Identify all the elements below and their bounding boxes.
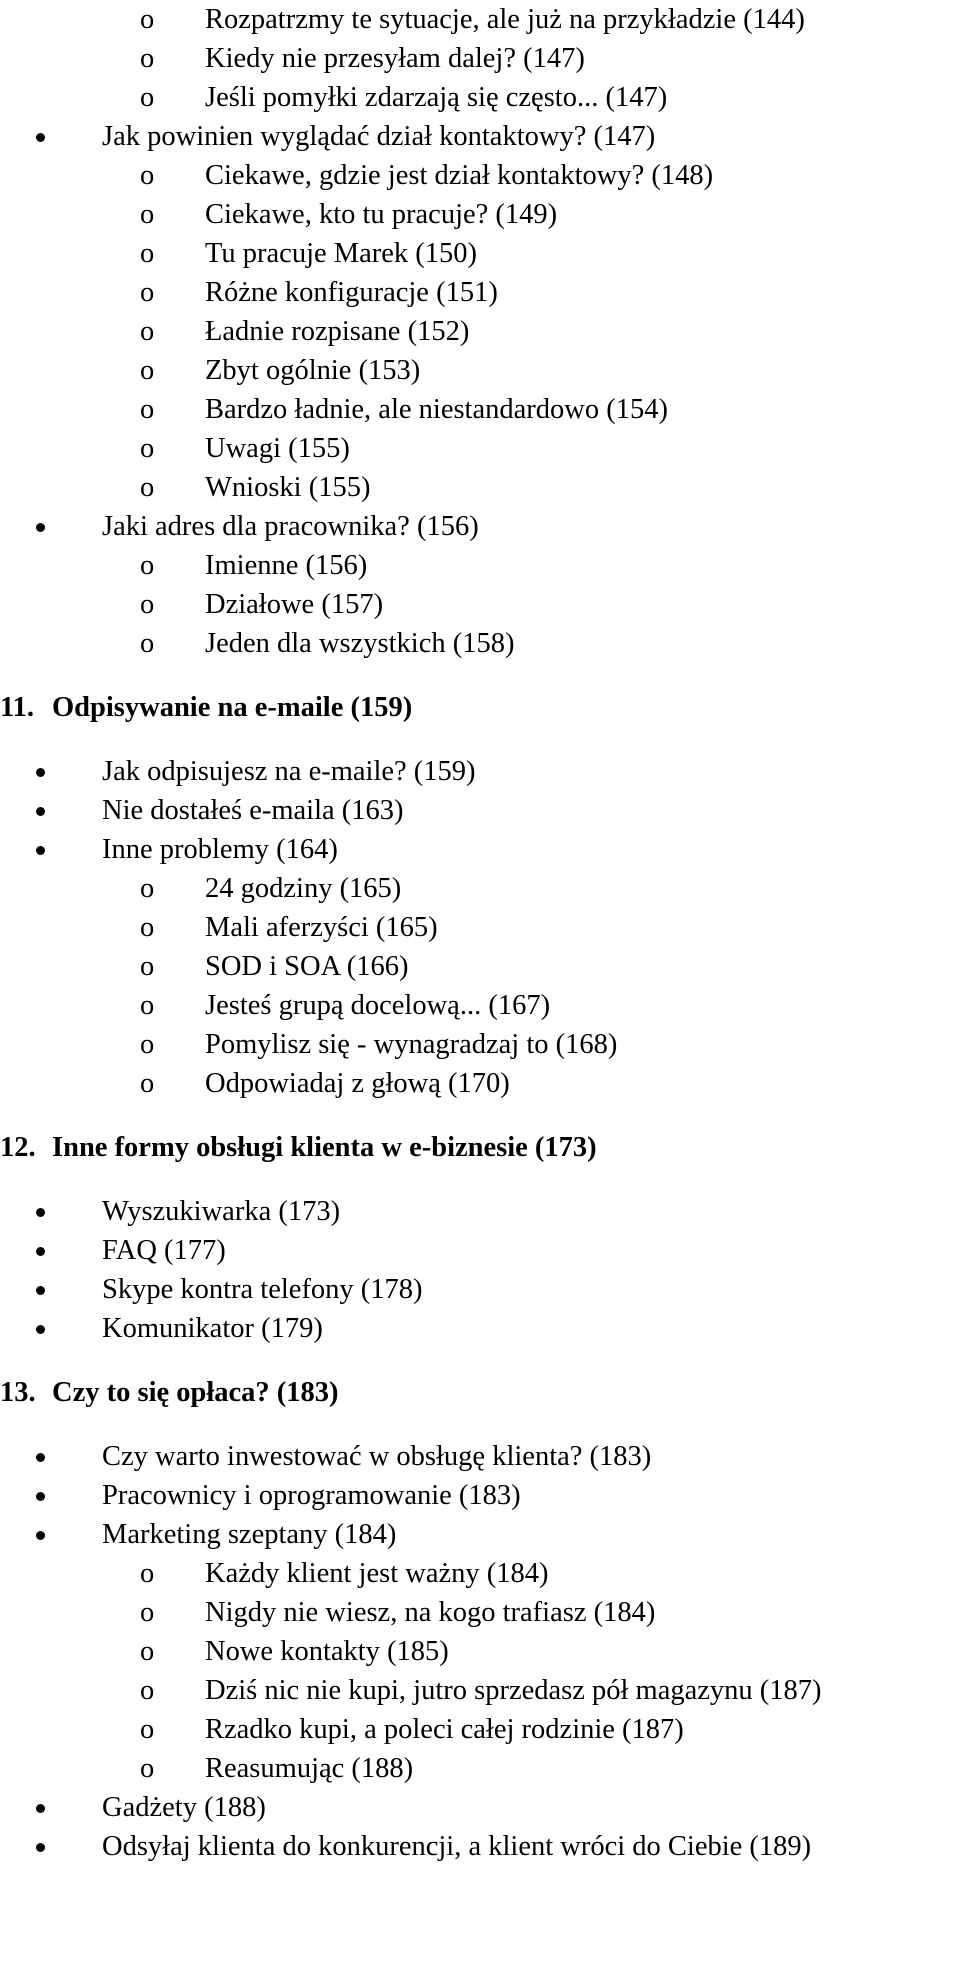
list-item-label: Nigdy nie wiesz, na kogo trafiasz (184) bbox=[205, 1597, 656, 1628]
circle-marker-icon: o bbox=[140, 82, 155, 113]
circle-marker-icon: o bbox=[140, 1068, 155, 1099]
bullet-icon bbox=[36, 1804, 45, 1813]
section-title: Inne formy obsługi klienta w e-biznesie (173) bbox=[52, 1132, 597, 1163]
list-item-label: Jesteś grupą docelową... (167) bbox=[205, 990, 551, 1021]
list-item-label: Ładnie rozpisane (152) bbox=[205, 316, 470, 347]
bullet-icon bbox=[36, 1492, 45, 1501]
circle-marker-icon: o bbox=[140, 951, 155, 982]
bullet-icon bbox=[36, 846, 45, 855]
list-item-label: Każdy klient jest ważny (184) bbox=[205, 1558, 549, 1589]
list-item-label: Odsyłaj klienta do konkurencji, a klient wróci do Ciebie (189) bbox=[102, 1831, 812, 1862]
list-item-label: Wyszukiwarka (173) bbox=[102, 1196, 341, 1227]
circle-marker-icon: o bbox=[140, 1753, 155, 1784]
circle-marker-icon: o bbox=[140, 1636, 155, 1667]
list-item-label: Jeśli pomyłki zdarzają się często... (147) bbox=[205, 82, 668, 113]
circle-marker-icon: o bbox=[140, 550, 155, 581]
list-item-label: Pomylisz się - wynagradzaj to (168) bbox=[205, 1029, 618, 1060]
circle-marker-icon: o bbox=[140, 912, 155, 943]
circle-marker-icon: o bbox=[140, 433, 155, 464]
list-item-label: Komunikator (179) bbox=[102, 1313, 323, 1344]
list-item-label: Uwagi (155) bbox=[205, 433, 350, 464]
circle-marker-icon: o bbox=[140, 1558, 155, 1589]
circle-marker-icon: o bbox=[140, 316, 155, 347]
list-item-label: Pracownicy i oprogramowanie (183) bbox=[102, 1480, 521, 1511]
bullet-icon bbox=[36, 1531, 45, 1540]
circle-marker-icon: o bbox=[140, 873, 155, 904]
circle-marker-icon: o bbox=[140, 394, 155, 425]
circle-marker-icon: o bbox=[140, 628, 155, 659]
list-item-label: Tu pracuje Marek (150) bbox=[205, 238, 478, 269]
circle-marker-icon: o bbox=[140, 589, 155, 620]
bullet-icon bbox=[36, 1843, 45, 1852]
list-item-label: Odpowiadaj z głową (170) bbox=[205, 1068, 510, 1099]
section-title: Czy to się opłaca? (183) bbox=[52, 1377, 339, 1408]
circle-marker-icon: o bbox=[140, 160, 155, 191]
list-item-label: Rozpatrzmy te sytuacje, ale już na przykładzie (144) bbox=[205, 4, 805, 35]
bullet-icon bbox=[36, 807, 45, 816]
circle-marker-icon: o bbox=[140, 199, 155, 230]
circle-marker-icon: o bbox=[140, 1029, 155, 1060]
list-item-label: Gadżety (188) bbox=[102, 1792, 266, 1823]
bullet-icon bbox=[36, 1247, 45, 1256]
circle-marker-icon: o bbox=[140, 43, 155, 74]
list-item-label: Ciekawe, kto tu pracuje? (149) bbox=[205, 199, 558, 230]
list-item-label: Nie dostałeś e-maila (163) bbox=[102, 795, 404, 826]
list-item-label: Jak powinien wyglądać dział kontaktowy? (147) bbox=[102, 121, 656, 152]
list-item-label: Dziś nic nie kupi, jutro sprzedasz pół magazynu (187) bbox=[205, 1675, 822, 1706]
list-item-label: Mali aferzyści (165) bbox=[205, 912, 438, 943]
bullet-icon bbox=[36, 523, 45, 532]
list-item-label: Imienne (156) bbox=[205, 550, 368, 581]
bullet-icon bbox=[36, 1453, 45, 1462]
section-title: Odpisywanie na e-maile (159) bbox=[52, 692, 413, 723]
list-item-label: Rzadko kupi, a poleci całej rodzinie (187) bbox=[205, 1714, 684, 1745]
list-item-label: Wnioski (155) bbox=[205, 472, 371, 503]
list-item-label: Działowe (157) bbox=[205, 589, 384, 620]
list-item-label: Kiedy nie przesyłam dalej? (147) bbox=[205, 43, 585, 74]
list-item-label: SOD i SOA (166) bbox=[205, 951, 409, 982]
list-item-label: Marketing szeptany (184) bbox=[102, 1519, 397, 1550]
list-item-label: Nowe kontakty (185) bbox=[205, 1636, 449, 1667]
list-item-label: Skype kontra telefony (178) bbox=[102, 1274, 423, 1305]
bullet-icon bbox=[36, 1286, 45, 1295]
bullet-icon bbox=[36, 1208, 45, 1217]
circle-marker-icon: o bbox=[140, 4, 155, 35]
section-number: 11. bbox=[0, 692, 35, 723]
list-item-label: Zbyt ogólnie (153) bbox=[205, 355, 421, 386]
section-number: 13. bbox=[0, 1377, 36, 1408]
list-item-label: 24 godziny (165) bbox=[205, 873, 402, 904]
section-number: 12. bbox=[0, 1132, 36, 1163]
list-item-label: Jak odpisujesz na e-maile? (159) bbox=[102, 756, 476, 787]
circle-marker-icon: o bbox=[140, 1714, 155, 1745]
list-item-label: Czy warto inwestować w obsługę klienta? (183) bbox=[102, 1441, 652, 1472]
list-item-label: Inne problemy (164) bbox=[102, 834, 338, 865]
bullet-icon bbox=[36, 133, 45, 142]
bullet-icon bbox=[36, 768, 45, 777]
circle-marker-icon: o bbox=[140, 990, 155, 1021]
circle-marker-icon: o bbox=[140, 277, 155, 308]
list-item-label: Reasumując (188) bbox=[205, 1753, 414, 1784]
circle-marker-icon: o bbox=[140, 472, 155, 503]
list-item-label: Jeden dla wszystkich (158) bbox=[205, 628, 515, 659]
circle-marker-icon: o bbox=[140, 1675, 155, 1706]
list-item-label: FAQ (177) bbox=[102, 1235, 226, 1266]
list-item-label: Różne konfiguracje (151) bbox=[205, 277, 498, 308]
bullet-icon bbox=[36, 1325, 45, 1334]
list-item-label: Ciekawe, gdzie jest dział kontaktowy? (148) bbox=[205, 160, 714, 191]
circle-marker-icon: o bbox=[140, 1597, 155, 1628]
circle-marker-icon: o bbox=[140, 355, 155, 386]
circle-marker-icon: o bbox=[140, 238, 155, 269]
list-item-label: Bardzo ładnie, ale niestandardowo (154) bbox=[205, 394, 668, 425]
list-item-label: Jaki adres dla pracownika? (156) bbox=[102, 511, 479, 542]
